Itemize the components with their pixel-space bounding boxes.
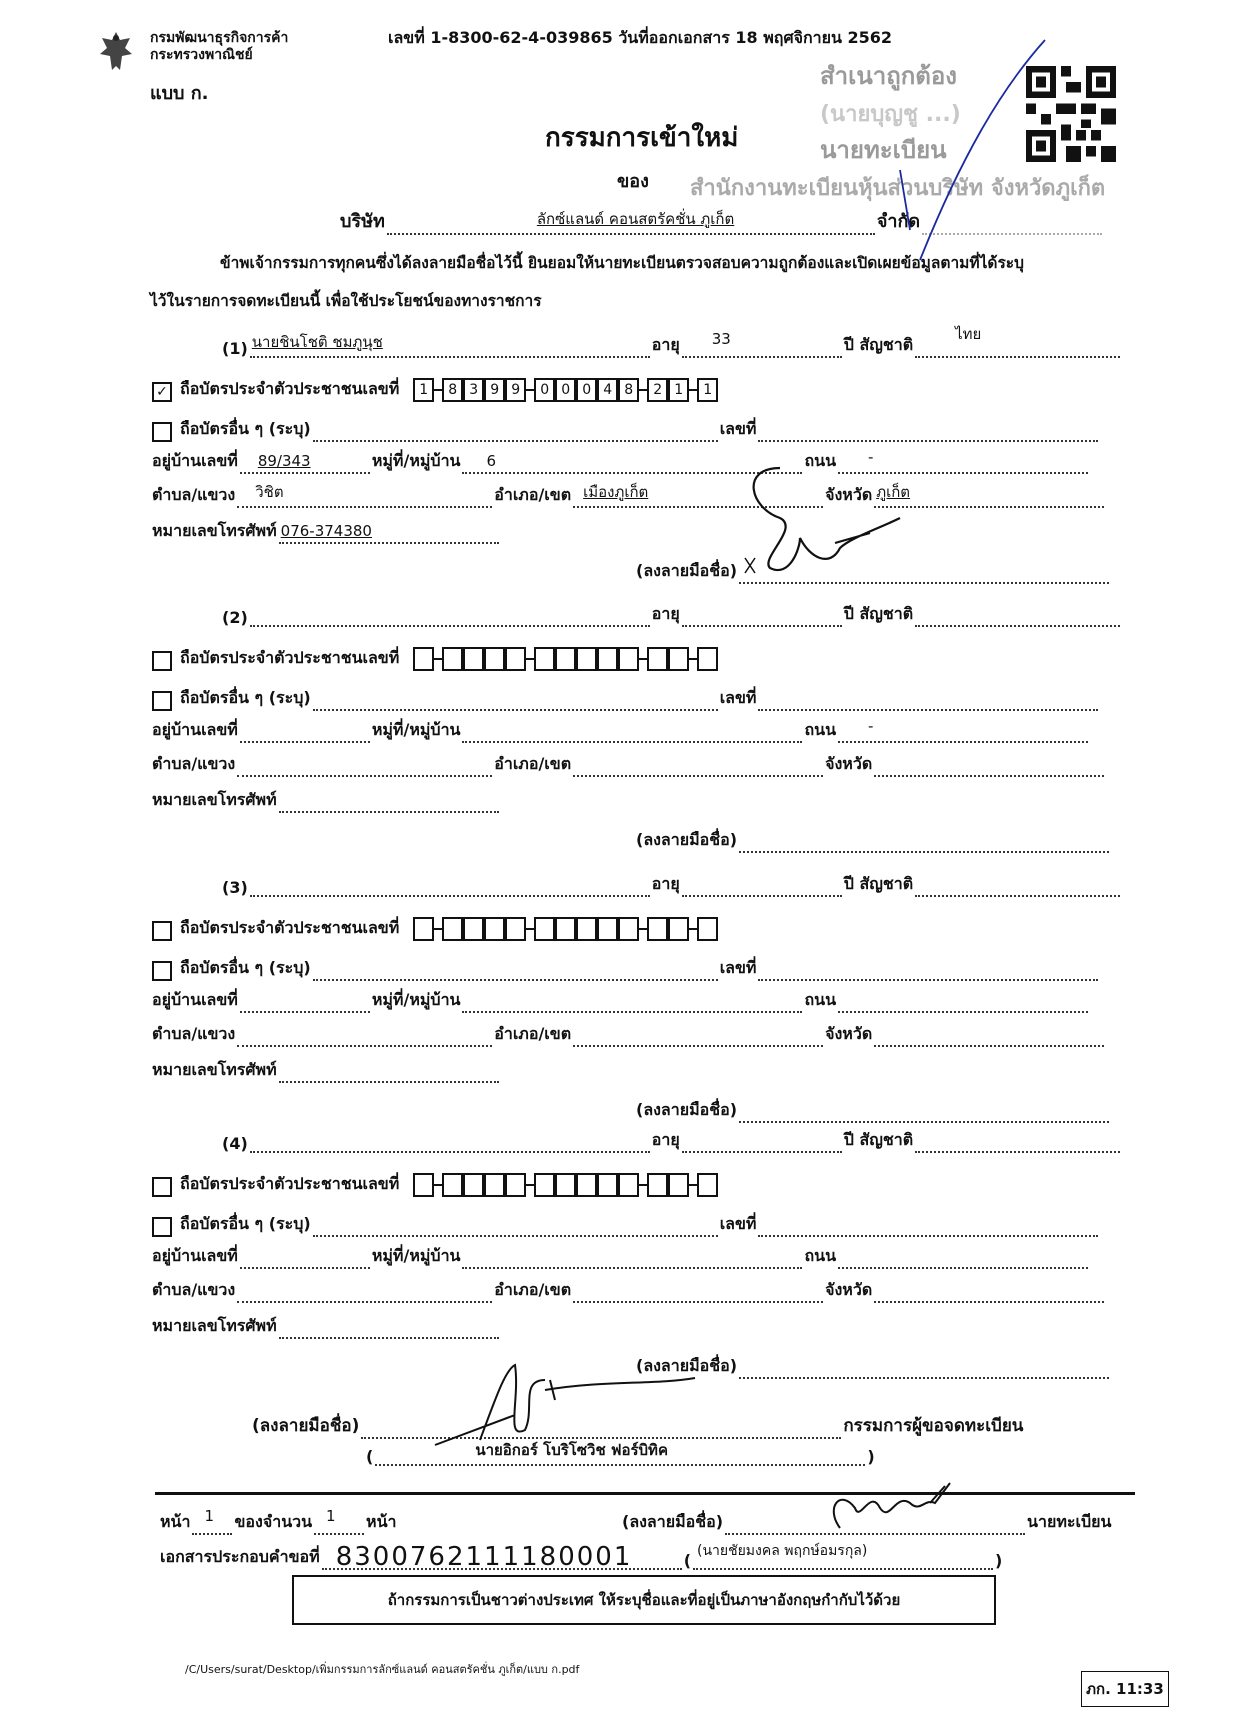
id-digit-box[interactable] (597, 917, 618, 941)
statement-line-1: ข้าพเจ้ากรรมการทุกคนซึ่งได้ลงลายมือชื่อไว้นี้ ยินยอมให้นายทะเบียนตรวจสอบความถูกต้องและเปิดเผยข้อมูลตามที่ได้ระบุ (220, 254, 1024, 272)
amphoe: เมืองภูเก็ต (583, 483, 649, 501)
of-label: ของ (617, 171, 649, 192)
signature-label: (ลงลายมือชื่อ) (636, 830, 738, 849)
stamp-certified: สำเนาถูกต้อง (820, 62, 957, 90)
other-card-field[interactable] (313, 689, 718, 711)
registrar-role: นายทะเบียน (1027, 1512, 1112, 1531)
signature-label: (ลงลายมือชื่อ) (636, 1100, 738, 1119)
id-digit-box[interactable]: 4 (597, 378, 618, 402)
nationality-field[interactable] (915, 875, 1120, 897)
statement-line-2: ไว้ในรายการจดทะเบียนนี้ เพื่อใช้ประโยชน์ของทางราชการ (150, 292, 542, 310)
other-card-label: ถือบัตรอื่น ๆ (ระบุ) (180, 958, 311, 977)
id-digit-box[interactable] (555, 647, 576, 671)
amphoe-label: อำเภอ/เขต (494, 754, 572, 773)
id-card-label: ถือบัตรประจำตัวประชาชนเลขที่ (180, 648, 400, 667)
signature-label: (ลงลายมือชื่อ) (636, 1356, 738, 1375)
card-number-label: เลขที่ (719, 958, 757, 977)
id-digit-box[interactable] (505, 917, 526, 941)
director-number: (2) (222, 608, 248, 627)
id-separator (526, 389, 534, 391)
id-digit-box[interactable] (576, 647, 597, 671)
phone-field[interactable] (279, 1317, 499, 1339)
moo-label: หมู่ที่/หมู่บ้าน (371, 990, 461, 1009)
other-card-field[interactable] (313, 420, 718, 442)
id-digit-box[interactable] (484, 1173, 505, 1197)
moo-field[interactable] (462, 1247, 802, 1269)
tambon-label: ตำบล/แขวง (152, 1024, 236, 1043)
director-nationality: ไทย (955, 325, 982, 343)
other-card-label: ถือบัตรอื่น ๆ (ระบุ) (180, 688, 311, 707)
id-digit-box[interactable] (697, 1173, 718, 1197)
phone-label: หมายเลขโทรศัพท์ (152, 1060, 277, 1079)
director-name-field[interactable] (250, 875, 650, 897)
id-digit-box[interactable] (576, 917, 597, 941)
province-label: จังหวัด (825, 754, 873, 773)
id-separator (526, 928, 534, 930)
id-digit-box[interactable] (668, 917, 689, 941)
foreigner-notice: ถ้ากรรมการเป็นชาวต่างประเทศ ให้ระบุชื่อและที่อยู่เป็นภาษาอังกฤษกำกับไว้ด้วย (387, 1591, 901, 1609)
id-separator (526, 1184, 534, 1186)
id-separator (434, 389, 442, 391)
amphoe-field[interactable] (573, 1281, 823, 1303)
id-card-label: ถือบัตรประจำตัวประชาชนเลขที่ (180, 1174, 400, 1193)
house-no-label: อยู่บ้านเลขที่ (152, 720, 238, 739)
id-card-label: ถือบัตรประจำตัวประชาชนเลขที่ (180, 918, 400, 937)
road: - (868, 448, 874, 466)
file-path: /C/Users/surat/Desktop/เพิ่มกรรมการลักซ์แลนด์ คอนสตรัคชั่น ภูเก็ต/แบบ ก.pdf (185, 1663, 580, 1676)
page-title: กรรมการเข้าใหม่ (545, 123, 739, 153)
card-number-field[interactable] (758, 959, 1098, 981)
moo-field[interactable] (462, 991, 802, 1013)
house-no-field[interactable] (240, 721, 370, 743)
road-field[interactable] (838, 1247, 1088, 1269)
total-pages: 1 (326, 1507, 336, 1525)
id-digit-box[interactable] (618, 917, 639, 941)
stamp-registrar: นายทะเบียน (820, 136, 947, 164)
road-label: ถนน (804, 990, 837, 1009)
id-digit-box[interactable]: 1 (668, 378, 689, 402)
card-number-label: เลขที่ (719, 419, 757, 438)
road: - (868, 717, 874, 735)
age-field[interactable] (682, 605, 842, 627)
card-number-field[interactable] (758, 689, 1098, 711)
nationality-label: ปี สัญชาติ (843, 604, 914, 623)
of-total-label: ของจำนวน (234, 1512, 313, 1531)
director-number: (4) (222, 1134, 248, 1153)
age-label: อายุ (651, 604, 680, 623)
id-separator (689, 658, 697, 660)
id-separator (689, 389, 697, 391)
close-paren: ) (867, 1447, 875, 1466)
id-number-boxes (413, 647, 718, 671)
card-number-field[interactable] (758, 1215, 1098, 1237)
id-digit-box[interactable] (534, 917, 555, 941)
id-digit-box[interactable] (555, 917, 576, 941)
id-digit-box[interactable] (505, 1173, 526, 1197)
registrar-name: (นายชัยมงคล พฤกษ์อมรกุล) (697, 1543, 868, 1559)
other-card-checkbox[interactable] (152, 691, 172, 711)
company-name: ลักซ์แลนด์ คอนสตรัคชั่น ภูเก็ต (536, 210, 735, 228)
province-field[interactable] (874, 755, 1104, 777)
nationality-field[interactable] (915, 605, 1120, 627)
card-number-label: เลขที่ (719, 1214, 757, 1233)
card-number-field[interactable] (758, 420, 1098, 442)
stamp-official-name: (นายบุญชู ...) (820, 102, 961, 127)
applicant-name: นายอิกอร์ โบริโซวิช ฟอร์บิทิค (475, 1441, 668, 1459)
registrar-signature (820, 1478, 970, 1538)
id-card-checkbox[interactable]: ✓ (152, 382, 172, 402)
house-no-label: อยู่บ้านเลขที่ (152, 990, 238, 1009)
tambon-field[interactable] (237, 1025, 492, 1047)
id-digit-box[interactable]: 0 (534, 378, 555, 402)
province-label: จังหวัด (825, 1280, 873, 1299)
id-separator (639, 1184, 647, 1186)
ministry-name: กระทรวงพาณิชย์ (150, 47, 253, 63)
stamp-office: สำนักงานทะเบียนหุ้นส่วนบริษัท จังหวัดภูเก็ต (690, 176, 1106, 201)
director-name-field[interactable] (250, 605, 650, 627)
page-label: หน้า (160, 1512, 191, 1531)
id-digit-box[interactable]: 0 (576, 378, 597, 402)
signature-field[interactable] (739, 831, 1109, 853)
id-separator (434, 928, 442, 930)
id-digit-box[interactable] (647, 917, 668, 941)
id-digit-box[interactable] (534, 647, 555, 671)
divider (155, 1492, 1135, 1495)
director-signature (740, 458, 920, 578)
other-card-field[interactable] (313, 1215, 718, 1237)
id-digit-box[interactable]: 9 (505, 378, 526, 402)
form-code: ภก. 11:33 (1081, 1671, 1169, 1707)
road-field[interactable] (838, 717, 1088, 743)
close-paren-2: ) (995, 1551, 1003, 1570)
id-digit-box[interactable]: 8 (618, 378, 639, 402)
tambon-label: ตำบล/แขวง (152, 485, 236, 504)
signature-label: (ลงลายมือชื่อ) (636, 561, 738, 580)
tambon-field[interactable] (237, 1281, 492, 1303)
id-number-boxes (413, 1173, 718, 1197)
id-digit-box[interactable]: 1 (697, 378, 718, 402)
tambon-field[interactable] (237, 483, 492, 508)
id-digit-box[interactable] (597, 647, 618, 671)
house-no-field[interactable] (240, 452, 370, 474)
garuda-emblem-icon (98, 30, 134, 74)
province-field[interactable] (874, 1025, 1104, 1047)
moo-label: หมู่ที่/หมู่บ้าน (371, 720, 461, 739)
nationality-field[interactable] (915, 1131, 1120, 1153)
id-digit-box[interactable] (442, 647, 463, 671)
id-card-checkbox[interactable] (152, 651, 172, 671)
amphoe-field[interactable] (573, 755, 823, 777)
id-digit-box[interactable] (484, 647, 505, 671)
company-prefix: บริษัท (340, 211, 385, 232)
house-no-label: อยู่บ้านเลขที่ (152, 451, 238, 470)
company-suffix: จำกัด (876, 211, 921, 232)
phone-label: หมายเลขโทรศัพท์ (152, 1316, 277, 1335)
road-label: ถนน (804, 720, 837, 739)
phone: 076-374380 (280, 522, 372, 540)
province: ภูเก็ต (876, 483, 911, 501)
id-digit-box[interactable] (442, 1173, 463, 1197)
age-field[interactable] (682, 330, 842, 358)
road-label: ถนน (804, 451, 837, 470)
registrar-signature-label: (ลงลายมือชื่อ) (622, 1512, 724, 1531)
age-field[interactable] (682, 875, 842, 897)
card-number-label: เลขที่ (719, 688, 757, 707)
moo: 6 (486, 452, 497, 470)
id-digit-box[interactable]: 9 (484, 378, 505, 402)
amphoe-label: อำเภอ/เขต (494, 485, 572, 504)
id-digit-box[interactable]: 1 (413, 378, 434, 402)
applicant-role: กรรมการผู้ขอจดทะเบียน (843, 1416, 1024, 1436)
department-name: กรมพัฒนาธุรกิจการค้า (150, 30, 289, 46)
id-digit-box[interactable] (463, 1173, 484, 1197)
request-number: 8300762111180001 (335, 1542, 633, 1572)
road-field[interactable] (838, 991, 1088, 1013)
open-paren: ( (366, 1447, 374, 1466)
phone-label: หมายเลขโทรศัพท์ (152, 521, 277, 540)
house-no-field[interactable] (240, 991, 370, 1013)
document-number: เลขที่ 1-8300-62-4-039865 วันที่ออกเอกสาร 18 พฤศจิกายน 2562 (388, 28, 893, 47)
id-digit-box[interactable] (463, 917, 484, 941)
phone-field[interactable] (279, 791, 499, 813)
id-digit-box[interactable] (555, 1173, 576, 1197)
id-separator (434, 658, 442, 660)
open-paren-2: ( (683, 1551, 691, 1570)
id-digit-box[interactable] (618, 647, 639, 671)
province-field[interactable] (874, 1281, 1104, 1303)
id-digit-box[interactable] (505, 647, 526, 671)
id-digit-box[interactable] (484, 917, 505, 941)
signature-field[interactable] (739, 1101, 1109, 1123)
form-label: แบบ ก. (150, 83, 209, 104)
other-card-field[interactable] (313, 959, 718, 981)
id-card-checkbox[interactable] (152, 921, 172, 941)
director-name-field[interactable] (250, 1131, 650, 1153)
nationality-field[interactable] (915, 325, 1120, 358)
other-card-label: ถือบัตรอื่น ๆ (ระบุ) (180, 419, 311, 438)
id-digit-box[interactable] (647, 647, 668, 671)
house-no-field[interactable] (240, 1247, 370, 1269)
id-separator (434, 1184, 442, 1186)
tambon-field[interactable] (237, 755, 492, 777)
phone-field[interactable] (279, 1061, 499, 1083)
moo-label: หมู่ที่/หมู่บ้าน (371, 1246, 461, 1265)
applicant-signature-label: (ลงลายมือชื่อ) (252, 1416, 360, 1436)
id-digit-box[interactable] (413, 1173, 434, 1197)
other-card-checkbox[interactable] (152, 1217, 172, 1237)
id-card-checkbox[interactable] (152, 1177, 172, 1197)
age-label: อายุ (651, 335, 680, 354)
id-digit-box[interactable] (697, 917, 718, 941)
nationality-label: ปี สัญชาติ (843, 874, 914, 893)
id-digit-box[interactable]: 0 (555, 378, 576, 402)
nationality-label: ปี สัญชาติ (843, 335, 914, 354)
foreigner-notice-box (292, 1575, 996, 1625)
id-card-label: ถือบัตรประจำตัวประชาชนเลขที่ (180, 379, 400, 398)
id-digit-box[interactable] (618, 1173, 639, 1197)
id-digit-box[interactable] (534, 1173, 555, 1197)
id-separator (639, 389, 647, 391)
id-digit-box[interactable] (463, 647, 484, 671)
tambon-label: ตำบล/แขวง (152, 1280, 236, 1299)
province-label: จังหวัด (825, 1024, 873, 1043)
moo-label: หมู่ที่/หมู่บ้าน (371, 451, 461, 470)
id-digit-box[interactable] (697, 647, 718, 671)
director-number: (1) (222, 339, 248, 358)
other-card-checkbox[interactable] (152, 961, 172, 981)
id-digit-box[interactable]: 3 (463, 378, 484, 402)
id-digit-box[interactable] (668, 1173, 689, 1197)
id-number-boxes (413, 917, 718, 941)
id-separator (639, 928, 647, 930)
blue-check-mark (860, 30, 1060, 270)
amphoe-field[interactable] (573, 1025, 823, 1047)
id-digit-box[interactable] (413, 647, 434, 671)
id-digit-box[interactable] (442, 917, 463, 941)
id-separator (689, 928, 697, 930)
house-no-label: อยู่บ้านเลขที่ (152, 1246, 238, 1265)
page-number: 1 (204, 1507, 215, 1525)
id-digit-box[interactable] (647, 1173, 668, 1197)
age-label: อายุ (651, 874, 680, 893)
id-digit-box[interactable] (413, 917, 434, 941)
director-name-field[interactable] (250, 333, 650, 358)
id-separator (526, 658, 534, 660)
id-number-boxes (413, 378, 718, 402)
director-number: (3) (222, 878, 248, 897)
road-label: ถนน (804, 1246, 837, 1265)
age-field[interactable] (682, 1131, 842, 1153)
id-digit-box[interactable] (597, 1173, 618, 1197)
phone-field[interactable] (279, 522, 499, 544)
tambon: วิชิต (255, 483, 284, 501)
nationality-label: ปี สัญชาติ (843, 1130, 914, 1149)
director-age: 33 (711, 330, 731, 348)
other-card-checkbox[interactable] (152, 422, 172, 442)
amphoe-label: อำเภอ/เขต (494, 1280, 572, 1299)
province-label: จังหวัด (825, 485, 873, 504)
house-no: 89/343 (257, 452, 311, 470)
id-separator (689, 1184, 697, 1186)
tambon-label: ตำบล/แขวง (152, 754, 236, 773)
other-card-label: ถือบัตรอื่น ๆ (ระบุ) (180, 1214, 311, 1233)
director-name: นายชินโชติ ชมภูนุช (251, 333, 383, 351)
id-digit-box[interactable]: 8 (442, 378, 463, 402)
id-digit-box[interactable] (576, 1173, 597, 1197)
id-digit-box[interactable]: 2 (647, 378, 668, 402)
id-separator (639, 658, 647, 660)
phone-label: หมายเลขโทรศัพท์ (152, 790, 277, 809)
age-label: อายุ (651, 1130, 680, 1149)
amphoe-label: อำเภอ/เขต (494, 1024, 572, 1043)
request-label: เอกสารประกอบคำขอที่ (160, 1547, 320, 1566)
pages-label: หน้า (366, 1512, 397, 1531)
signature-field[interactable] (739, 1357, 1109, 1379)
moo-field[interactable] (462, 721, 802, 743)
id-digit-box[interactable] (668, 647, 689, 671)
